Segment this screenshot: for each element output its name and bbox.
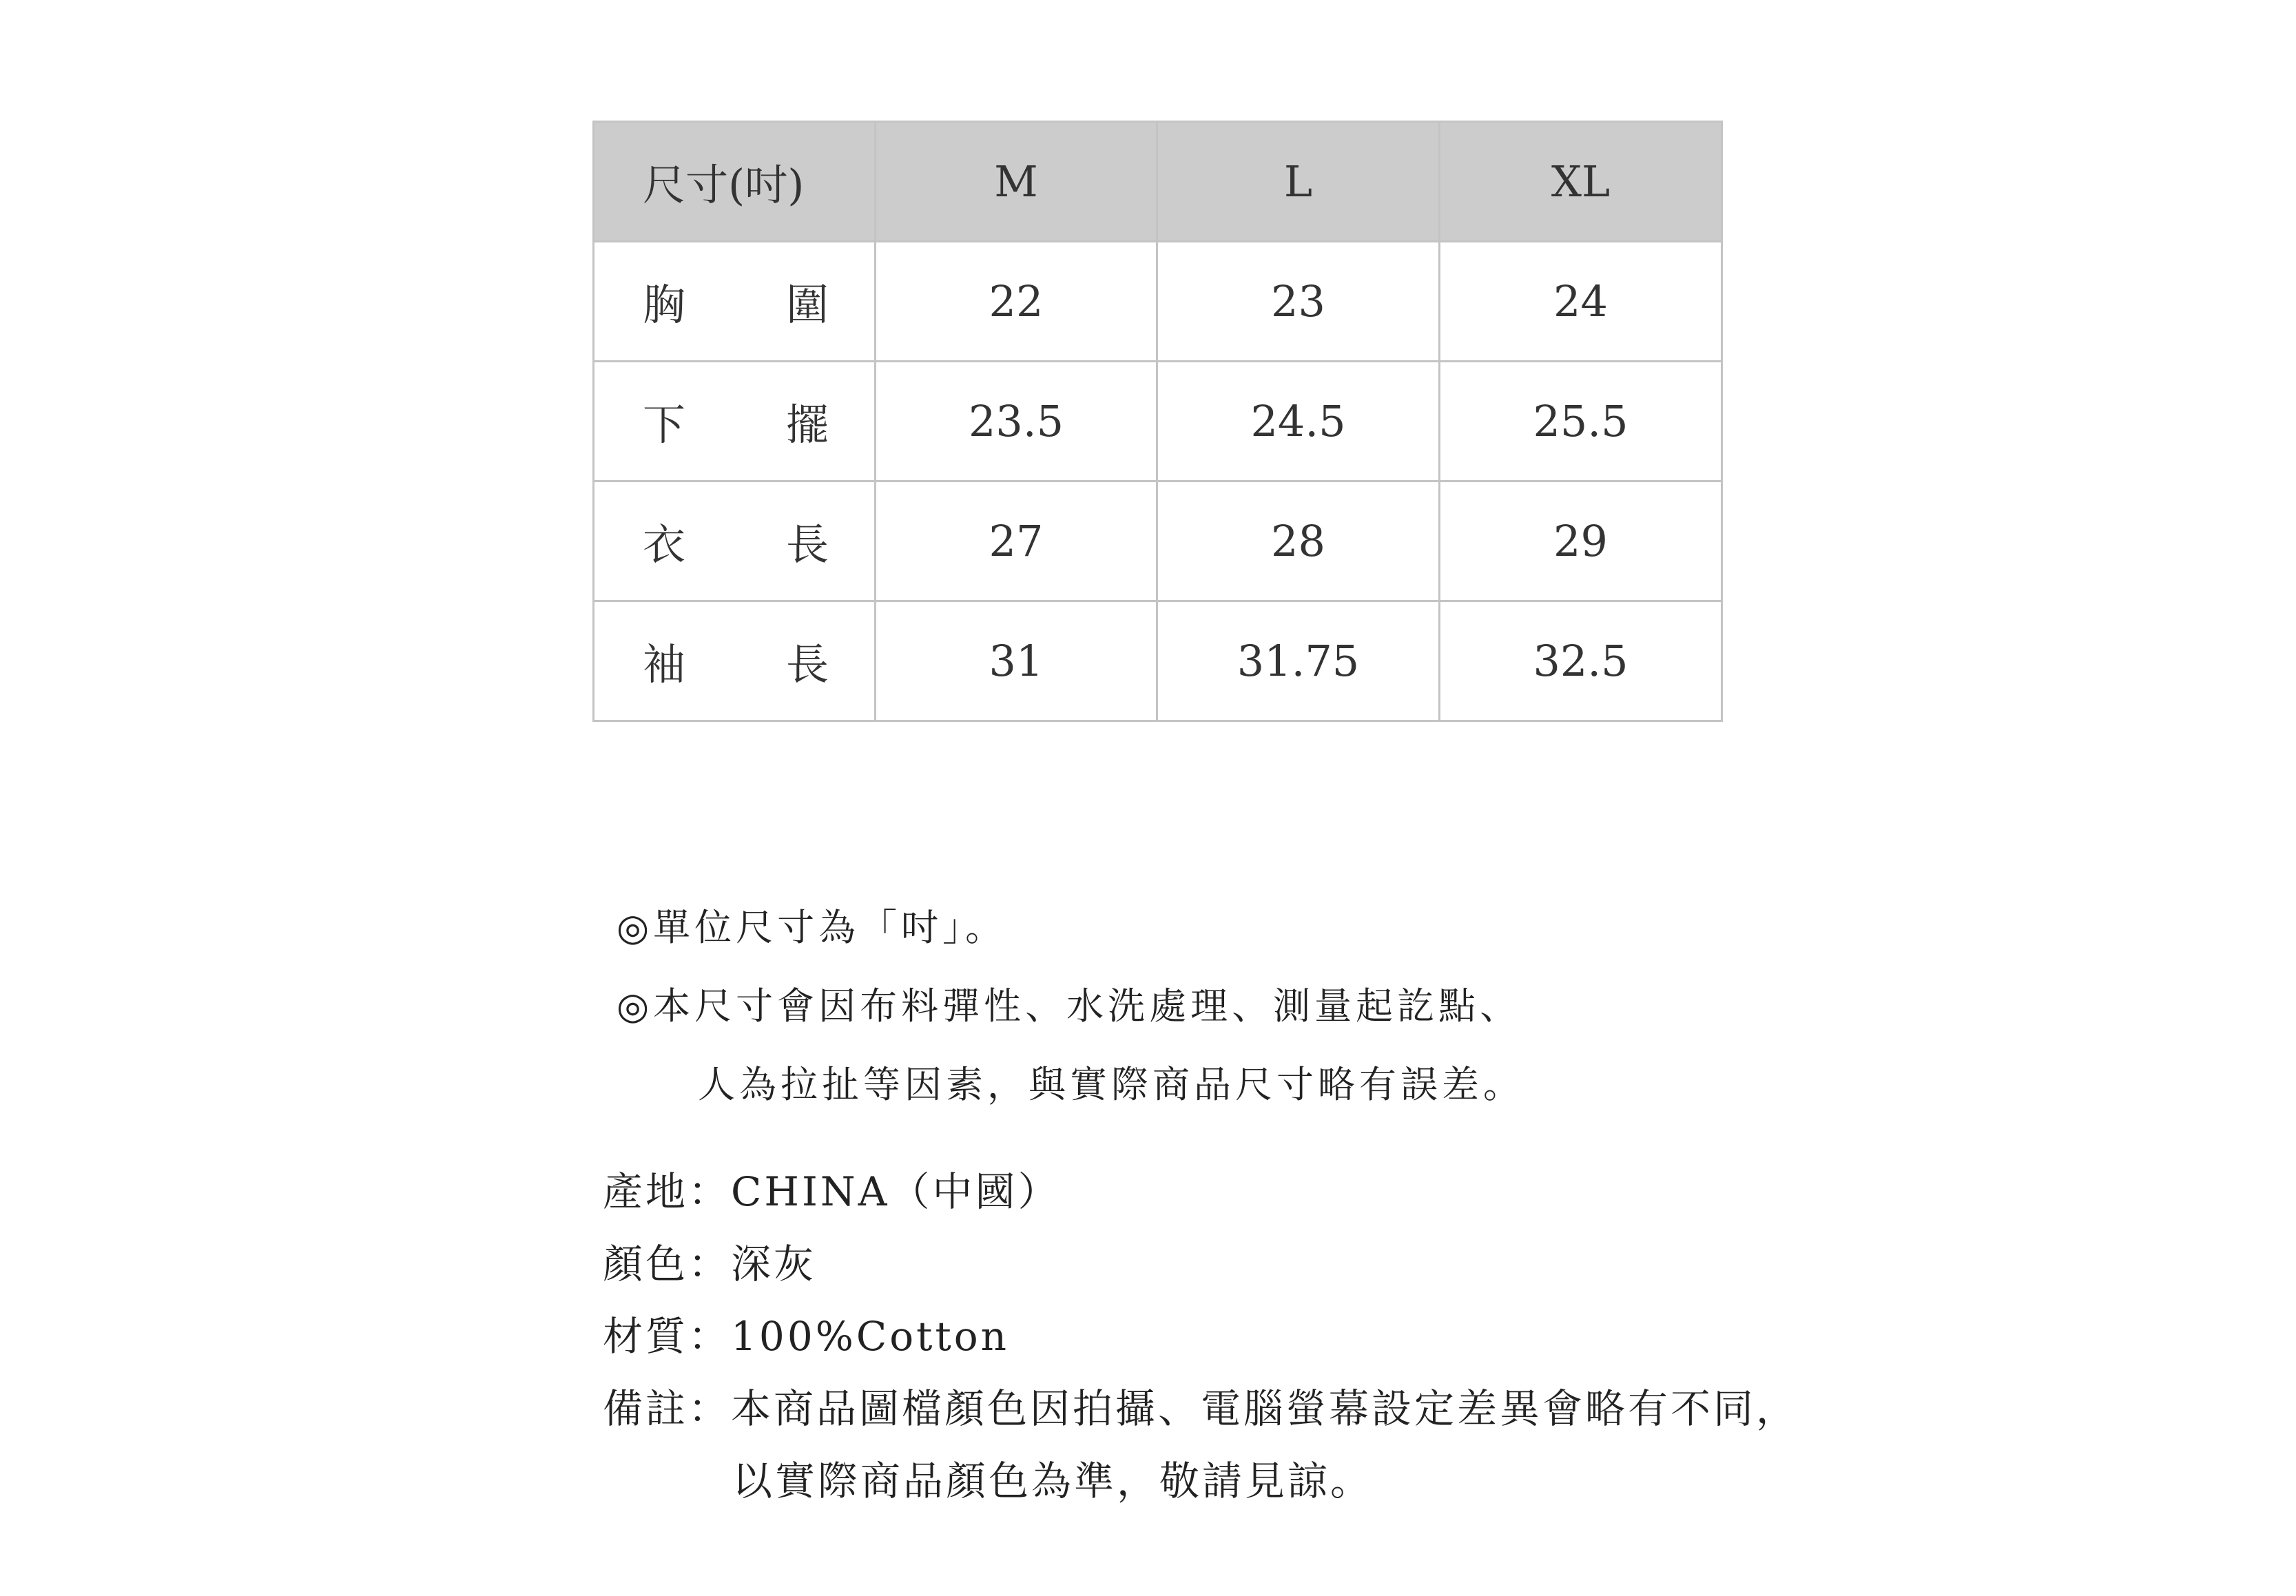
- info-remark-line2: 以實際商品顏色為準，敬請見諒。: [732, 1458, 1374, 1504]
- table-row-sleeve: [594, 601, 1722, 721]
- colon: ：: [688, 1168, 732, 1215]
- table-cell: 23.5: [876, 362, 1157, 481]
- header-cell-size-unit: 尺寸(吋): [594, 122, 876, 242]
- header-cell-m: M: [876, 122, 1157, 242]
- note-variance-cont: 人為拉扯等因素，與實際商品尺寸略有誤差。: [698, 1063, 1524, 1106]
- size-table: [592, 121, 1723, 722]
- table-cell: 27: [876, 481, 1157, 601]
- info-origin-label: 產地: [603, 1168, 689, 1215]
- product-info: [603, 1156, 1799, 1517]
- colon: ：: [688, 1385, 732, 1432]
- table-cell: 29: [1440, 481, 1722, 601]
- table-row-length: [594, 481, 1722, 601]
- row-label-sleeve: 袖 長: [594, 601, 876, 721]
- colon: ：: [688, 1313, 732, 1360]
- table-cell: 31.75: [1157, 601, 1440, 721]
- colon: ：: [688, 1241, 732, 1287]
- table-cell: 24.5: [1157, 362, 1440, 481]
- info-origin: [603, 1156, 1799, 1228]
- info-material-label: 材質: [603, 1313, 689, 1360]
- info-material-value: 100%Cotton: [731, 1313, 1010, 1360]
- size-notes: [617, 889, 1524, 1124]
- table-cell: 24: [1440, 242, 1722, 362]
- table-cell: 22: [876, 242, 1157, 362]
- table-row-chest: [594, 242, 1722, 362]
- header-cell-l: L: [1157, 122, 1440, 242]
- table-header-row: [594, 122, 1722, 242]
- header-cell-xl: XL: [1440, 122, 1722, 242]
- table-cell: 23: [1157, 242, 1440, 362]
- info-origin-value: CHINA（中國）: [731, 1168, 1061, 1215]
- info-remark: [603, 1373, 1799, 1445]
- info-color-value: 深灰: [731, 1241, 817, 1287]
- row-label-hem: 下 擺: [594, 362, 876, 481]
- table-cell: 32.5: [1440, 601, 1722, 721]
- row-label-chest: 胸 圍: [594, 242, 876, 362]
- info-remark-label: 備註: [603, 1385, 689, 1432]
- info-color: [603, 1228, 1799, 1300]
- table-cell: 25.5: [1440, 362, 1722, 481]
- row-label-length: 衣 長: [594, 481, 876, 601]
- info-remark-line1: 本商品圖檔顏色因拍攝、電腦螢幕設定差異會略有不同，: [731, 1385, 1799, 1432]
- table-cell: 31: [876, 601, 1157, 721]
- table-row-hem: [594, 362, 1722, 481]
- info-color-label: 顏色: [603, 1241, 689, 1287]
- table-cell: 28: [1157, 481, 1440, 601]
- note-unit: ◎單位尺寸為「吋」。: [617, 906, 1007, 949]
- note-variance: ◎本尺寸會因布料彈性、水洗處理、測量起訖點、: [617, 984, 1522, 1028]
- info-material: [603, 1300, 1799, 1373]
